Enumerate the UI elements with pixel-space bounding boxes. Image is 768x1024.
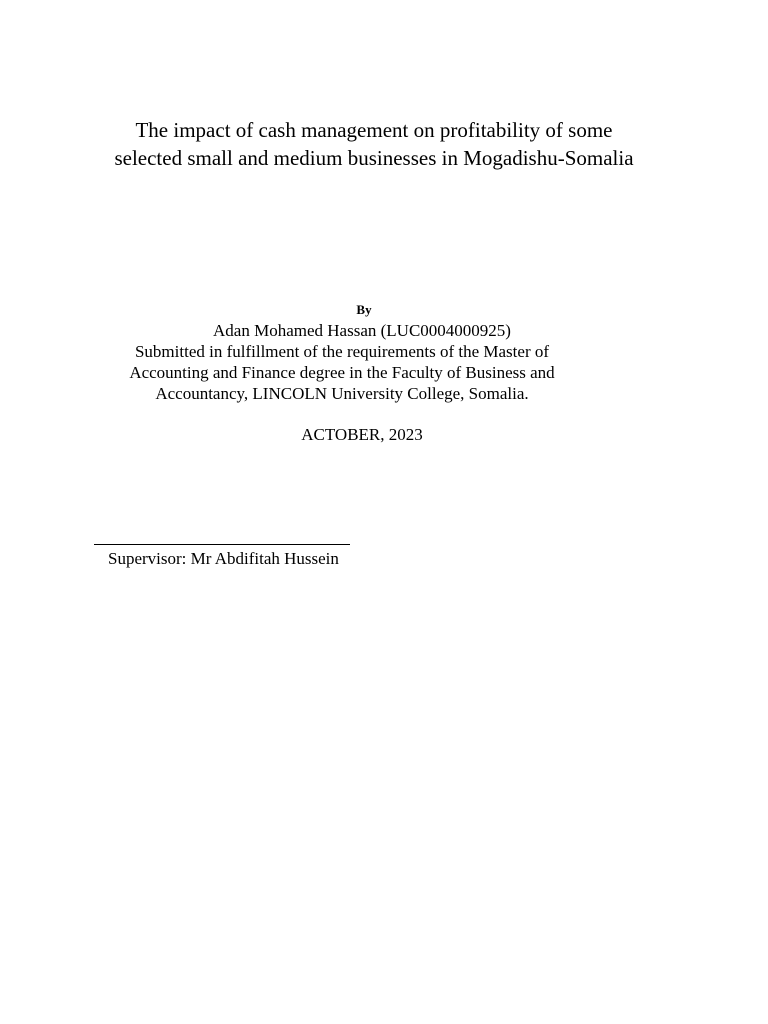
signature-line (94, 544, 350, 545)
title-line-2: selected small and medium businesses in Mogadishu-Somalia (114, 146, 634, 170)
submission-line-3: Accountancy, LINCOLN University College, Somalia. (155, 384, 529, 403)
submission-statement (0, 341, 684, 404)
supervisor-name: Supervisor: Mr Abdifitah Hussein (108, 549, 339, 568)
submission-line-2: Accounting and Finance degree in the Faculty of Business and (129, 363, 555, 382)
submission-date: ACTOBER, 2023 (301, 425, 423, 444)
submission-line-1: Submitted in fulfillment of the requirements of the Master of (134, 342, 550, 361)
title-line-1: The impact of cash management on profitability of some (135, 118, 613, 142)
by-label: By (356, 302, 372, 317)
author-name: Adan Mohamed Hassan (LUC0004000925) (213, 321, 511, 340)
document-title (0, 116, 748, 172)
